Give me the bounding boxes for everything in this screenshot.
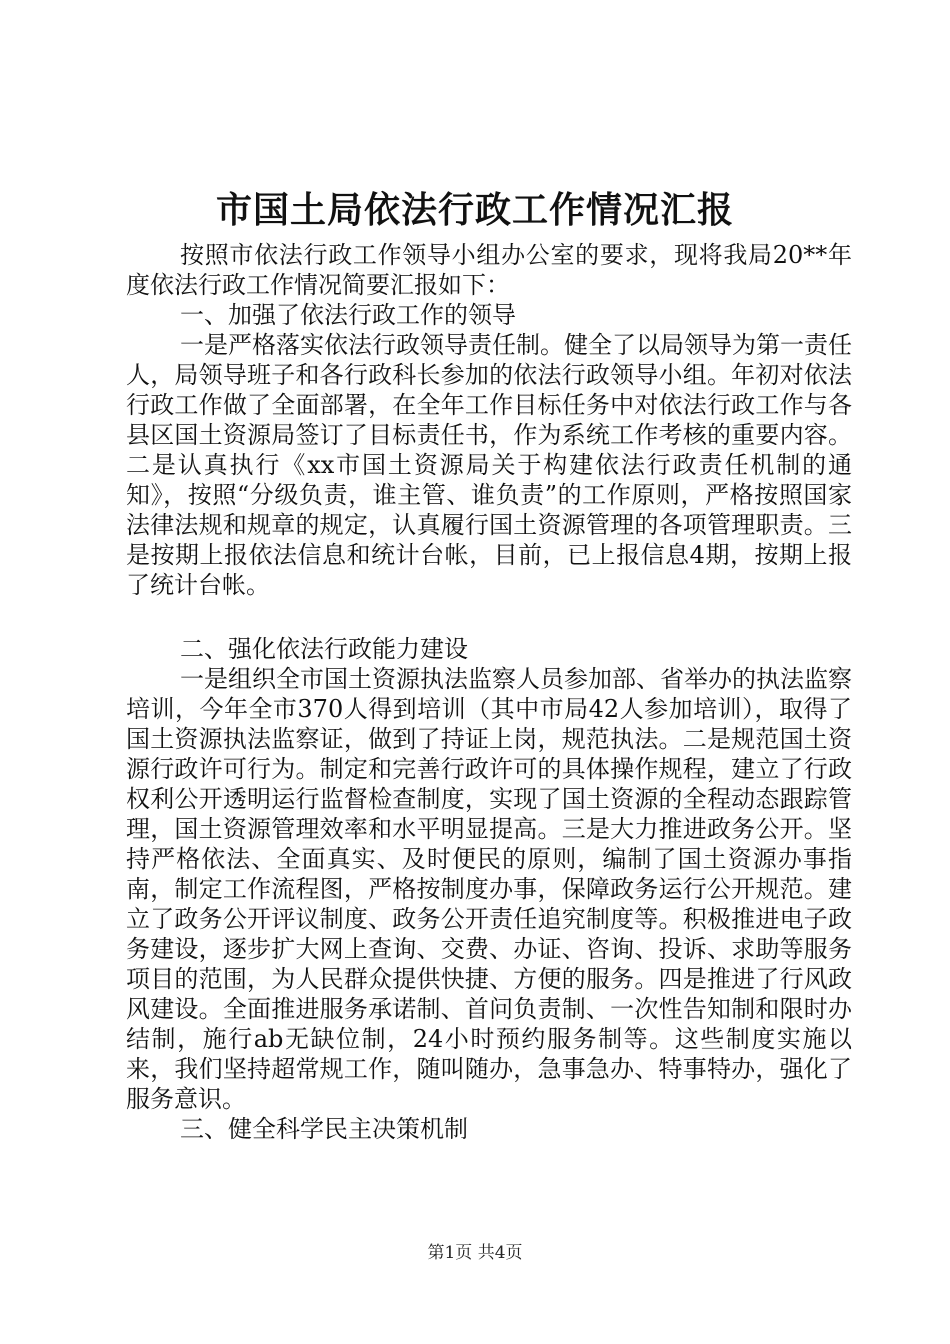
section-heading-1: 一、加强了依法行政工作的领导 bbox=[180, 301, 516, 329]
document-title: 市国土局依法行政工作情况汇报 bbox=[215, 189, 734, 231]
document-body bbox=[126, 240, 852, 1144]
section-2-paragraph: 一是组织全市国土资源执法监察人员参加部、省举办的执法监察培训，今年全市370人得到培训（其中市局42人参加培训），取得了国土资源执法监察证，做到了持证上岗，规范执法。二是规范国土资源行政许可行为。制定和完善行政许可的具体操作规程，建立了行政权利公开透明运行监督检查制度，实现了国土资源的全程动态跟踪管理，国土资源管理效率和水平明显提高。三是大力推进政务公开。坚持严格依法、全面真实、及时便民的原则，编制了国土资源办事指南，制定工作流程图，严格按制度办事，保障政务运行公开规范。建立了政务公开评议制度、政务公开责任追究制度等。积极推进电子政务建设，逐步扩大网上查询、交费、办证、咨询、投诉、求助等服务项目的范围，为人民群众提供快捷、方便的服务。四是推进了行风政风建设。全面推进服务承诺制、首问负责制、一次性告知制和限时办结制，施行ab无缺位制，24小时预约服务制等。这些制度实施以来，我们坚持超常规工作，随叫随办，急事急办、特事特办，强化了服务意识。 bbox=[126, 665, 852, 1113]
paragraph-spacer bbox=[126, 600, 852, 634]
section-heading-3: 三、健全科学民主决策机制 bbox=[180, 1115, 468, 1143]
section-1-paragraph: 一是严格落实依法行政领导责任制。健全了以局领导为第一责任人，局领导班子和各行政科长参加的依法行政领导小组。年初对依法行政工作做了全面部署，在全年工作目标任务中对依法行政工作与各县区国土资源局签订了目标责任书，作为系统工作考核的重要内容。二是认真执行《xx市国土资源局关于构建依法行政责任机制的通知》，按照“分级负责，谁主管、谁负责”的工作原则，严格按照国家法律法规和规章的规定，认真履行国土资源管理的各项管理职责。三是按期上报依法信息和统计台帐，目前，已上报信息4期，按期上报了统计台帐。 bbox=[126, 331, 852, 599]
page-footer: 第1页 共4页 bbox=[427, 1243, 523, 1263]
section-heading-2: 二、强化依法行政能力建设 bbox=[180, 635, 468, 663]
intro-paragraph: 按照市依法行政工作领导小组办公室的要求，现将我局20**年度依法行政工作情况简要汇报如下： bbox=[126, 241, 852, 299]
